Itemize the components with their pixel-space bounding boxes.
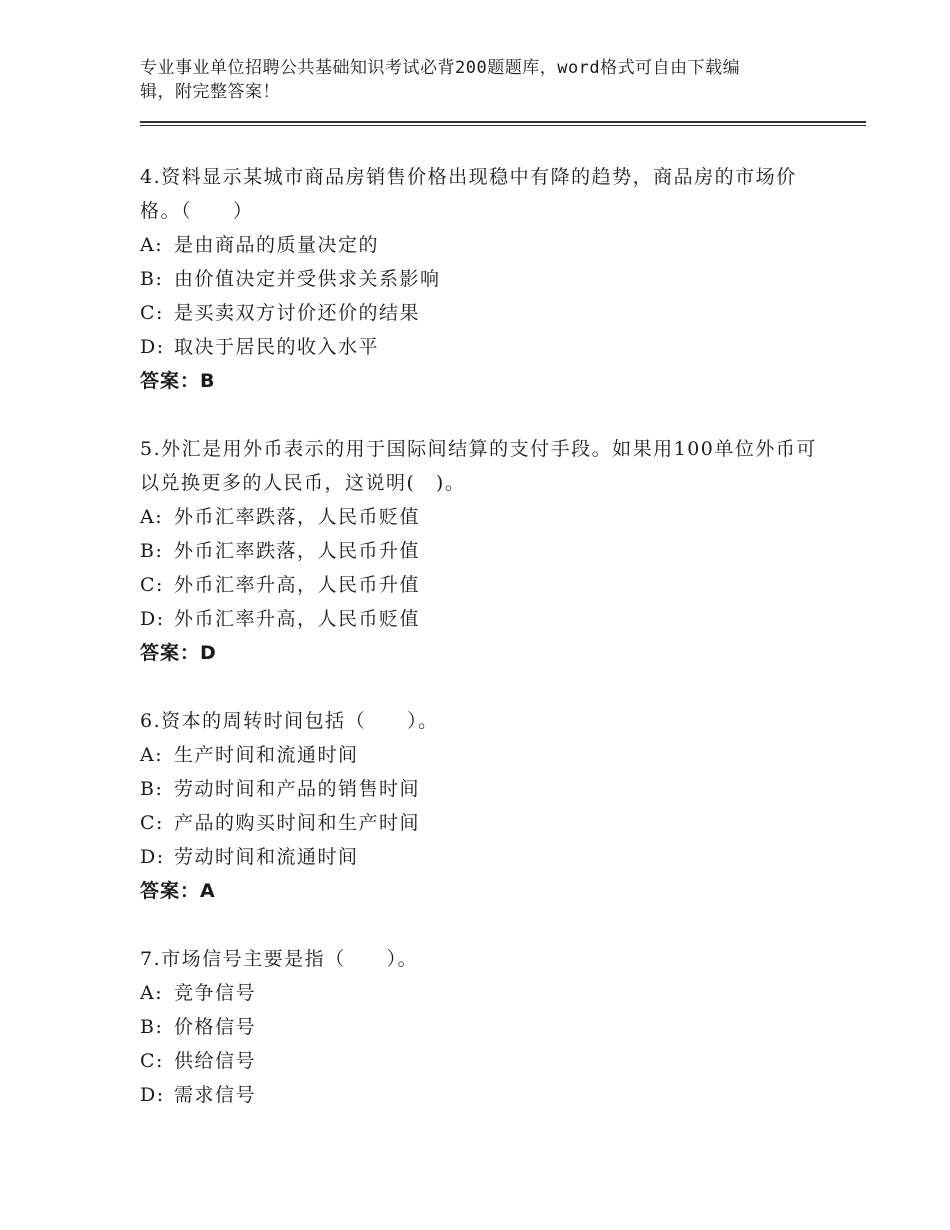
option-letter: A: bbox=[140, 234, 164, 256]
question-7 bbox=[140, 942, 820, 1112]
header-line-2: 辑，附完整答案！ bbox=[140, 82, 280, 102]
question-stem: 5.外汇是用外币表示的用于国际间结算的支付手段。如果用100单位外币可以兑换更多的人民币，这说明( )。 bbox=[140, 438, 817, 494]
option-text: 外币汇率升高，人民币贬值 bbox=[174, 608, 421, 630]
option-text: 外币汇率跌落，人民币升值 bbox=[174, 540, 421, 562]
option-letter: A: bbox=[140, 506, 164, 528]
header-line-1: 专业事业单位招聘公共基础知识考试必背200题题库，word格式可自由下载编 bbox=[140, 58, 741, 78]
option-c bbox=[140, 1044, 820, 1078]
option-b bbox=[140, 262, 820, 296]
header-divider-thin bbox=[140, 125, 866, 126]
option-a bbox=[140, 738, 820, 772]
option-text: 劳动时间和产品的销售时间 bbox=[174, 778, 421, 800]
question-stem: 7.市场信号主要是指（ ）。 bbox=[140, 948, 419, 970]
option-letter: B: bbox=[140, 778, 164, 800]
option-d bbox=[140, 840, 820, 874]
option-text: 供给信号 bbox=[174, 1050, 257, 1072]
option-c bbox=[140, 296, 820, 330]
option-text: 外币汇率升高，人民币升值 bbox=[174, 574, 421, 596]
option-text: 取决于居民的收入水平 bbox=[174, 336, 380, 358]
option-text: 是由商品的质量决定的 bbox=[174, 234, 380, 256]
option-b bbox=[140, 772, 820, 806]
option-a bbox=[140, 228, 820, 262]
option-text: 由价值决定并受供求关系影响 bbox=[174, 268, 441, 290]
option-d bbox=[140, 1078, 820, 1112]
option-c bbox=[140, 806, 820, 840]
option-letter: D: bbox=[140, 336, 165, 358]
question-6 bbox=[140, 704, 820, 908]
option-letter: B: bbox=[140, 1016, 164, 1038]
option-letter: A: bbox=[140, 744, 164, 766]
option-text: 竞争信号 bbox=[174, 982, 257, 1004]
option-text: 外币汇率跌落，人民币贬值 bbox=[174, 506, 421, 528]
option-letter: C: bbox=[140, 1050, 164, 1072]
option-b bbox=[140, 1010, 820, 1044]
option-letter: A: bbox=[140, 982, 164, 1004]
option-letter: D: bbox=[140, 1084, 165, 1106]
question-list bbox=[140, 160, 820, 1112]
option-text: 生产时间和流通时间 bbox=[174, 744, 359, 766]
option-letter: B: bbox=[140, 268, 164, 290]
question-stem: 6.资本的周转时间包括（ ）。 bbox=[140, 710, 439, 732]
option-text: 劳动时间和流通时间 bbox=[174, 846, 359, 868]
option-text: 是买卖双方讨价还价的结果 bbox=[174, 302, 421, 324]
option-b bbox=[140, 534, 820, 568]
option-d bbox=[140, 330, 820, 364]
option-letter: D: bbox=[140, 608, 165, 630]
option-a bbox=[140, 976, 820, 1010]
answer-label: 答案：D bbox=[140, 642, 217, 664]
option-letter: D: bbox=[140, 846, 165, 868]
option-letter: C: bbox=[140, 574, 164, 596]
question-4 bbox=[140, 160, 820, 398]
option-a bbox=[140, 500, 820, 534]
option-c bbox=[140, 568, 820, 602]
document-header bbox=[140, 56, 800, 104]
option-text: 需求信号 bbox=[174, 1084, 257, 1106]
option-letter: B: bbox=[140, 540, 164, 562]
option-text: 价格信号 bbox=[174, 1016, 257, 1038]
header-divider-thick bbox=[140, 121, 866, 123]
option-d bbox=[140, 602, 820, 636]
option-text: 产品的购买时间和生产时间 bbox=[174, 812, 421, 834]
answer-label: 答案：A bbox=[140, 880, 216, 902]
answer-label: 答案：B bbox=[140, 370, 216, 392]
question-stem: 4.资料显示某城市商品房销售价格出现稳中有降的趋势，商品房的市场价格。（ ） bbox=[140, 166, 797, 222]
option-letter: C: bbox=[140, 812, 164, 834]
question-5 bbox=[140, 432, 820, 670]
option-letter: C: bbox=[140, 302, 164, 324]
